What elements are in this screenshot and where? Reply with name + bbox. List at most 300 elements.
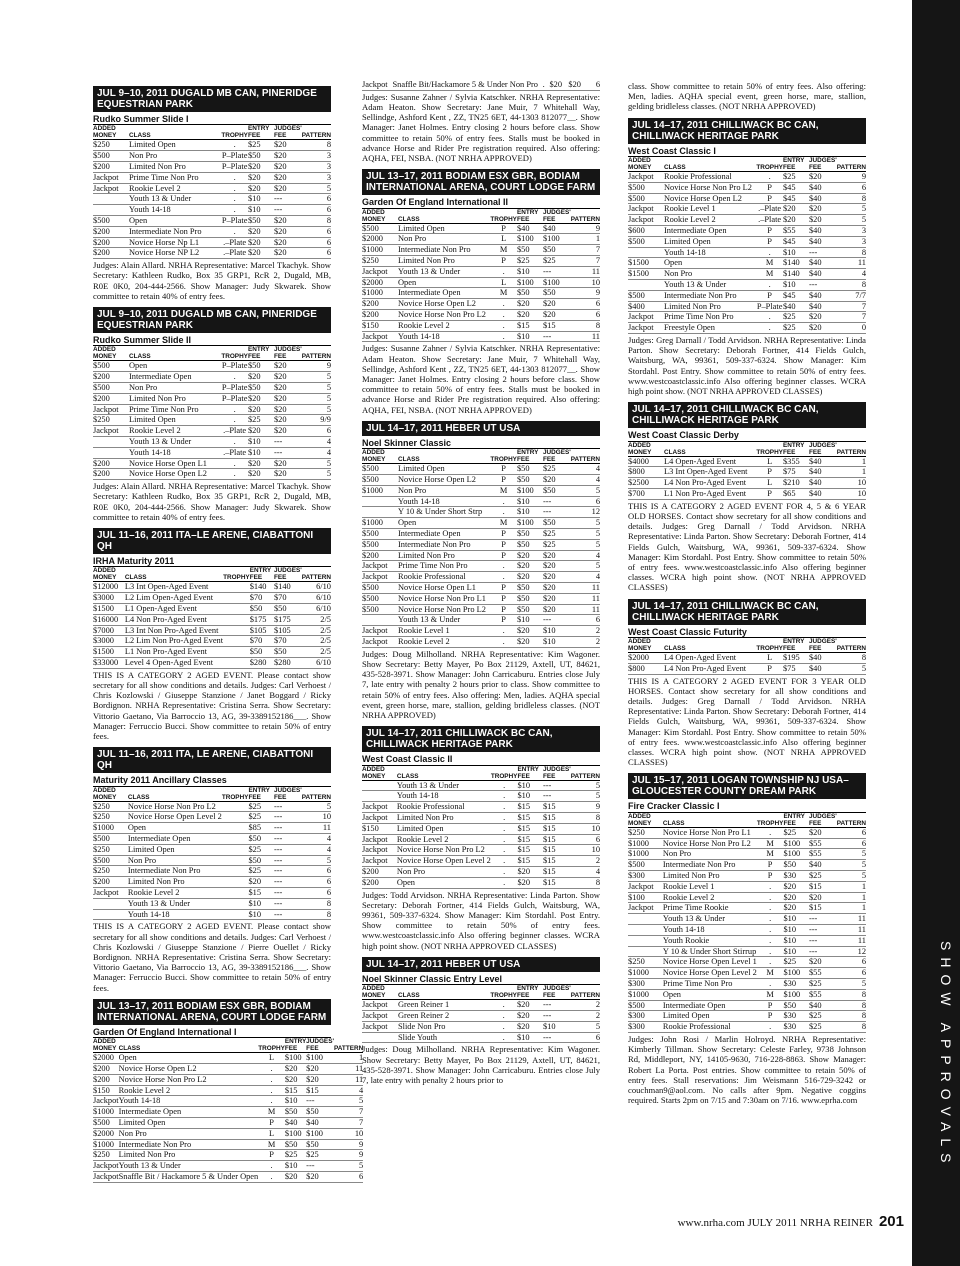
table-header-row: [628, 442, 866, 457]
table-cell: $25: [248, 812, 273, 823]
table-cell: .: [221, 194, 248, 205]
table-row: [93, 625, 331, 636]
table-cell: P: [756, 663, 783, 674]
table-cell: P: [490, 529, 517, 540]
table-cell: ---: [274, 823, 302, 834]
table-cell: $15: [517, 834, 542, 845]
table-cell: $20: [274, 226, 302, 237]
table-cell: $15: [543, 823, 571, 834]
table-cell: Limited Open: [128, 844, 222, 855]
table-row: [628, 204, 866, 215]
table-cell: $1500: [628, 269, 664, 280]
show-block: [93, 528, 331, 741]
table-cell: .–Plate: [223, 248, 247, 258]
table-row: [362, 1000, 600, 1011]
table-row: [93, 237, 331, 248]
table-cell: P–Plate: [221, 215, 248, 225]
table-cell: ---: [543, 1032, 571, 1043]
table-cell: $500: [362, 593, 398, 604]
table-cell: P–Plate: [221, 382, 248, 392]
table-cell: $20: [248, 172, 274, 183]
table-cell: Intermediate Open: [398, 529, 490, 540]
class-title: Fire Cracker Classic I: [628, 801, 866, 812]
table-cell: $40: [809, 269, 837, 280]
table-row: [93, 393, 331, 404]
table-cell: $25: [543, 256, 571, 267]
table-cell: $300: [628, 1022, 663, 1033]
table-cell: .: [490, 496, 517, 507]
table-header: CLASS: [664, 157, 756, 172]
table-cell: $100: [783, 849, 808, 860]
table-cell: $500: [362, 604, 398, 615]
table-cell: $280: [274, 657, 302, 668]
table-cell: P: [490, 475, 517, 486]
table-cell: $15: [517, 802, 542, 813]
table-cell: $25: [306, 1150, 334, 1161]
table-cell: 11: [334, 1063, 363, 1074]
table-cell: Youth 14-18: [397, 791, 491, 802]
class-table: [93, 346, 331, 480]
table-cell: 1: [837, 892, 866, 903]
table-row: [93, 898, 331, 909]
table-cell: L3 Int Open-Aged Event: [125, 582, 223, 593]
table-cell: Jackpot: [362, 1021, 398, 1032]
table-row: [628, 247, 866, 258]
table-cell: [223, 625, 250, 636]
table-cell: Non Pro: [664, 269, 756, 280]
table-cell: $40: [517, 223, 543, 234]
table-cell: Intermediate Non Pro: [128, 866, 222, 877]
table-cell: ---: [274, 447, 302, 458]
table-cell: Jackpot: [362, 331, 398, 342]
table-cell: 5: [302, 458, 331, 469]
table-cell: P: [490, 582, 517, 593]
table-cell: 8: [837, 1011, 866, 1022]
table-cell: $50: [248, 361, 274, 372]
table-cell: $10: [248, 194, 274, 205]
table-row: [93, 205, 331, 216]
table-cell: $200: [93, 469, 129, 480]
table-cell: P: [490, 256, 517, 267]
table-cell: .–Plate: [223, 237, 247, 247]
table-cell: $10: [517, 1032, 543, 1043]
table-cell: $20: [783, 903, 808, 914]
table-row: [628, 290, 866, 301]
class-table: [362, 209, 600, 343]
table-cell: [628, 935, 663, 946]
table-cell: $800: [628, 663, 664, 674]
table-cell: ---: [543, 331, 571, 342]
show-header: JUL 14–17, 2011 CHILLIWACK BC CAN, CHILLIWACK HERITAGE PARK: [628, 402, 866, 428]
table-row: [93, 812, 331, 823]
table-cell: $25: [809, 1011, 837, 1022]
table-cell: 6: [571, 496, 600, 507]
table-cell: 6: [302, 866, 331, 877]
show-note: Judges: John Rosi / Marlin Holroyd. NRHA Representative: Kimberly Tillman. Show Secretary: Celeste Farley, 9738 Johnson Rd, Middleport, NY, 14105-9630, 716-228-8863. Show Manager: Robert La Porta. Post entries. Show committee to retain 50% of entry fees. Stall reservations: Jim Weismann 516-729-3242 or couchman9@aol.com. No calls after 9pm. Negative coggins required. Starts 2pm on 7/15 and 7:30am on 7/16. www.eprha.com: [628, 1033, 866, 1106]
table-header: TROPHY: [490, 449, 517, 464]
table-row: [362, 877, 600, 888]
table-cell: $25: [783, 172, 809, 183]
table-cell: ---: [543, 266, 571, 277]
table-cell: 8: [837, 653, 866, 664]
table-cell: $70: [250, 593, 274, 604]
table-cell: $25: [517, 256, 543, 267]
table-cell: .–Plate: [758, 215, 782, 225]
table-row: [362, 288, 600, 299]
table-cell: $10: [248, 898, 273, 909]
table-cell: $25: [809, 1022, 837, 1033]
table-cell: Intermediate Non Pro: [398, 539, 490, 550]
table-cell: Non Pro: [129, 151, 221, 162]
table-cell: Open: [129, 215, 221, 226]
table-cell: Youth Rookie: [663, 935, 757, 946]
table-cell: $40: [809, 860, 837, 871]
column-3: [628, 80, 866, 1105]
class-table: [93, 125, 331, 259]
table-row: [362, 626, 600, 637]
table-row: [93, 1117, 363, 1128]
show-block: [93, 307, 331, 522]
table-cell: [223, 603, 250, 614]
table-row: [362, 539, 600, 550]
table-cell: 7: [837, 301, 866, 312]
table-cell: $40: [809, 456, 837, 467]
table-row: [362, 593, 600, 604]
table-cell: $20: [783, 881, 808, 892]
table-cell: P: [757, 871, 784, 882]
table-cell: Intermediate Non Pro: [398, 245, 490, 256]
table-cell: Novice Horse Non Pro L2: [397, 845, 491, 856]
table-row: [628, 269, 866, 280]
table-cell: Non Pro: [129, 382, 221, 393]
table-cell: Intermediate Non Pro: [663, 860, 757, 871]
table-cell: 6/10: [302, 657, 331, 668]
table-cell: .: [258, 1085, 285, 1096]
table-row: [362, 1010, 600, 1021]
table-header: JUDGES' FEE: [273, 125, 302, 140]
table-cell: $40: [809, 236, 837, 247]
table-cell: 7: [837, 312, 866, 323]
table-cell: 3: [302, 172, 331, 183]
table-cell: 2/5: [302, 614, 331, 625]
table-cell: $10: [517, 791, 542, 802]
table-row: [628, 838, 866, 849]
table-cell: [93, 447, 129, 458]
table-header: JUDGES' FEE: [542, 985, 571, 1000]
table-cell: .: [757, 946, 784, 957]
table-cell: $20: [543, 310, 571, 321]
table-cell: Prime Time Non Pro: [129, 172, 221, 183]
table-cell: 11: [571, 266, 600, 277]
table-cell: $2000: [93, 1128, 119, 1139]
table-row: [362, 866, 600, 877]
table-cell: $50: [517, 245, 543, 256]
show-block: [362, 421, 600, 720]
table-cell: ---: [274, 877, 302, 888]
table-cell: 1: [837, 903, 866, 914]
table-row: [362, 812, 600, 823]
table-header: TROPHY: [221, 346, 248, 361]
table-cell: .: [490, 299, 517, 310]
table-cell: $100: [517, 485, 543, 496]
table-cell: L2 Lim Open-Aged Event: [125, 593, 223, 604]
table-row: [362, 550, 600, 561]
table-cell: $200: [93, 372, 129, 383]
table-cell: Non Pro: [398, 485, 490, 496]
table-cell: ---: [274, 887, 302, 898]
table-cell: $500: [628, 236, 664, 247]
table-cell: ---: [274, 855, 302, 866]
table-cell: P: [258, 1117, 285, 1128]
table-cell: Rookie Level 2: [128, 887, 222, 898]
table-cell: $20: [285, 1074, 306, 1085]
table-cell: $40: [306, 1117, 334, 1128]
table-cell: Youth 13 & Under: [397, 780, 491, 791]
table-cell: 6: [302, 887, 331, 898]
table-cell: $45: [783, 236, 809, 247]
table-row: [93, 603, 331, 614]
table-cell: .: [221, 404, 248, 415]
table-cell: .: [490, 331, 517, 342]
show-note: Judges: Susanne Zahner / Sylvia Katschker. NRHA Representative: Adam Heaton. Show Secretary: Jane Muir, 7 Whitehall Way, Sellindge, Ashford Kent , ZZ, TN25 6ET, 44-1303 812077__. Show Manager: Janet Holmes. Entry closing 2 hours before class. Show committee to retain 50% of entry fees. Stalls must be booked in advance Horse and Rider Pre registration required. Also offering: AQHA, FEI, NSBA. (NOT NRHA APPROVED): [362, 91, 600, 164]
table-cell: .–Plate: [223, 426, 247, 436]
table-header-row: [628, 638, 866, 653]
table-cell: $3000: [93, 636, 125, 647]
table-cell: $3000: [93, 593, 125, 604]
table-cell: 6/10: [302, 582, 331, 593]
table-cell: $25: [248, 415, 274, 426]
class-title: West Coast Classic Derby: [628, 430, 866, 441]
table-cell: 6: [837, 182, 866, 193]
table-cell: $10: [517, 331, 543, 342]
table-cell: $50: [274, 647, 302, 658]
table-cell: ---: [809, 925, 837, 936]
table-cell: Novice Horse Non Pro L2: [398, 310, 490, 321]
table-cell: 5: [302, 183, 331, 194]
table-cell: Youth 13 & Under: [129, 194, 221, 205]
table-cell: $40: [543, 223, 571, 234]
table-cell: $50: [543, 518, 571, 529]
table-cell: [362, 496, 398, 507]
table-cell: .: [756, 279, 783, 290]
table-cell: $20: [543, 582, 571, 593]
show-header: JUL 14–17, 2011 HEBER UT USA: [362, 421, 600, 436]
table-cell: L: [490, 234, 517, 245]
table-cell: $500: [362, 529, 398, 540]
table-row: [362, 223, 600, 234]
table-row: [93, 226, 331, 237]
table-row: [628, 258, 866, 269]
table-cell: $500: [362, 582, 398, 593]
table-cell: 11: [571, 604, 600, 615]
table-header: JUDGES' FEE: [273, 567, 302, 582]
table-cell: 9: [302, 361, 331, 372]
table-cell: ---: [274, 866, 302, 877]
table-row: [93, 844, 331, 855]
table-cell: Jackpot: [93, 1096, 119, 1106]
table-cell: $250: [93, 140, 129, 151]
table-cell: M: [757, 838, 784, 849]
table-cell: [362, 780, 397, 791]
table-row: [362, 1021, 600, 1032]
table-cell: .: [757, 957, 784, 968]
table-cell: Intermediate Open: [663, 1000, 757, 1011]
table-cell: 6: [302, 226, 331, 237]
table-cell: $20: [274, 140, 302, 151]
table-row: [93, 647, 331, 658]
table-row: [93, 1150, 363, 1161]
table-cell: $50: [783, 1000, 808, 1011]
table-row: [93, 162, 331, 173]
table-cell: 9: [334, 1150, 363, 1161]
table-cell: L: [756, 653, 783, 664]
table-cell: 9: [334, 1139, 363, 1150]
table-cell: Jackpot: [93, 183, 129, 194]
table-cell: P: [756, 290, 783, 301]
table-header: JUDGES' FEE: [542, 208, 571, 223]
table-cell: $1000: [628, 989, 663, 1000]
table-cell: $15: [248, 887, 273, 898]
table-cell: ---: [274, 436, 302, 447]
table-cell: .: [757, 827, 784, 838]
table-cell: ---: [543, 507, 571, 518]
table-row: [628, 312, 866, 323]
table-cell: Novice Horse Open L1: [398, 582, 490, 593]
table-cell: .: [490, 572, 517, 583]
table-cell: Jackpot: [93, 1161, 119, 1171]
table-cell: 8: [837, 279, 866, 290]
table-cell: M: [490, 245, 517, 256]
table-cell: P: [258, 1150, 285, 1161]
table-header: CLASS: [129, 125, 221, 140]
table-header-row: [93, 346, 331, 361]
table-cell: $10: [543, 636, 571, 647]
table-cell: $25: [285, 1150, 306, 1161]
table-cell: Limited Non Pro: [119, 1150, 259, 1161]
table-cell: $50: [250, 603, 274, 614]
table-cell: 11: [302, 823, 331, 834]
table-cell: Limited Open: [397, 823, 491, 834]
table-cell: $500: [93, 855, 128, 866]
table-cell: 4: [302, 436, 331, 447]
table-cell: $1000: [628, 968, 663, 979]
table-cell: 11: [837, 935, 866, 946]
class-table: [362, 449, 600, 648]
table-cell: $30: [783, 1022, 808, 1033]
table-cell: 10: [571, 845, 600, 856]
table-cell: Novice Horse Non Pro L2: [663, 838, 757, 849]
table-cell: $200: [93, 877, 128, 888]
table-cell: 12: [837, 946, 866, 957]
table-row: [628, 935, 866, 946]
table-cell: $2500: [628, 478, 664, 489]
table-cell: $400: [628, 301, 664, 312]
table-row: [628, 488, 866, 499]
table-cell: $20: [248, 162, 274, 173]
table-cell: $500: [93, 833, 128, 844]
table-cell: $15: [543, 877, 571, 888]
table-cell: [628, 279, 664, 290]
table-cell: 5: [302, 469, 331, 480]
table-cell: 10: [334, 1128, 363, 1139]
table-cell: Youth 14-18: [398, 331, 490, 342]
table-cell: .: [490, 1032, 517, 1043]
table-row: [628, 1000, 866, 1011]
table-cell: $55: [783, 226, 809, 237]
table-cell: Youth 14-18: [398, 496, 490, 507]
table-cell: $10: [783, 935, 808, 946]
class-table: [628, 442, 866, 500]
table-cell: .: [490, 1000, 517, 1011]
table-cell: 1: [334, 1053, 363, 1064]
table-cell: Youth 13 & Under: [664, 279, 756, 290]
table-cell: $250: [628, 957, 663, 968]
table-header: CLASS: [128, 787, 222, 802]
table-cell: $30: [783, 871, 808, 882]
table-cell: .: [258, 1063, 285, 1074]
table-cell: 6: [837, 968, 866, 979]
table-cell: M: [756, 269, 783, 280]
table-cell: P: [756, 226, 783, 237]
table-cell: 5: [302, 855, 331, 866]
table-cell: 5: [837, 979, 866, 990]
table-row: [628, 193, 866, 204]
table-cell: P–Plate: [221, 361, 248, 371]
table-header: ENTRY FEE: [517, 985, 543, 1000]
table-row: [628, 827, 866, 838]
table-cell: Limited Non Pro: [664, 301, 756, 312]
table-cell: $20: [543, 593, 571, 604]
table-cell: $40: [783, 301, 809, 312]
table-cell: Prime Time Non Pro: [664, 312, 756, 323]
table-cell: $50: [306, 1107, 334, 1118]
table-cell: .: [490, 507, 517, 518]
table-cell: $20: [274, 404, 302, 415]
table-header: ADDED MONEY: [93, 567, 125, 582]
table-cell: $250: [93, 1150, 119, 1161]
table-cell: Limited Non Pro: [129, 162, 221, 173]
table-cell: Open: [663, 989, 757, 1000]
table-cell: $500: [93, 361, 129, 372]
table-cell: 6: [571, 299, 600, 310]
table-row: [628, 979, 866, 990]
column-2: [362, 80, 600, 1085]
table-row: [628, 989, 866, 1000]
table-header: CLASS: [397, 766, 491, 781]
table-cell: $100: [517, 234, 543, 245]
table-cell: P: [756, 467, 783, 478]
table-cell: [222, 833, 249, 844]
table-row: [362, 464, 600, 475]
table-row: [628, 1022, 866, 1033]
table-header: ENTRY FEE: [248, 346, 274, 361]
table-cell: [222, 877, 249, 888]
table-row: [362, 856, 600, 867]
table-cell: 7: [571, 245, 600, 256]
table-cell: .: [221, 415, 248, 426]
table-cell: $1000: [93, 1107, 119, 1118]
table-header: PATTERN: [302, 346, 331, 361]
table-cell: Jackpot: [93, 404, 129, 415]
table-header: ADDED MONEY: [93, 787, 128, 802]
table-cell: [223, 647, 250, 658]
table-row: [362, 1032, 600, 1043]
table-cell: $10: [517, 615, 543, 626]
table-cell: .: [490, 1010, 517, 1021]
table-cell: M: [757, 968, 784, 979]
table-cell: 8: [302, 898, 331, 909]
table-row: [628, 946, 866, 957]
